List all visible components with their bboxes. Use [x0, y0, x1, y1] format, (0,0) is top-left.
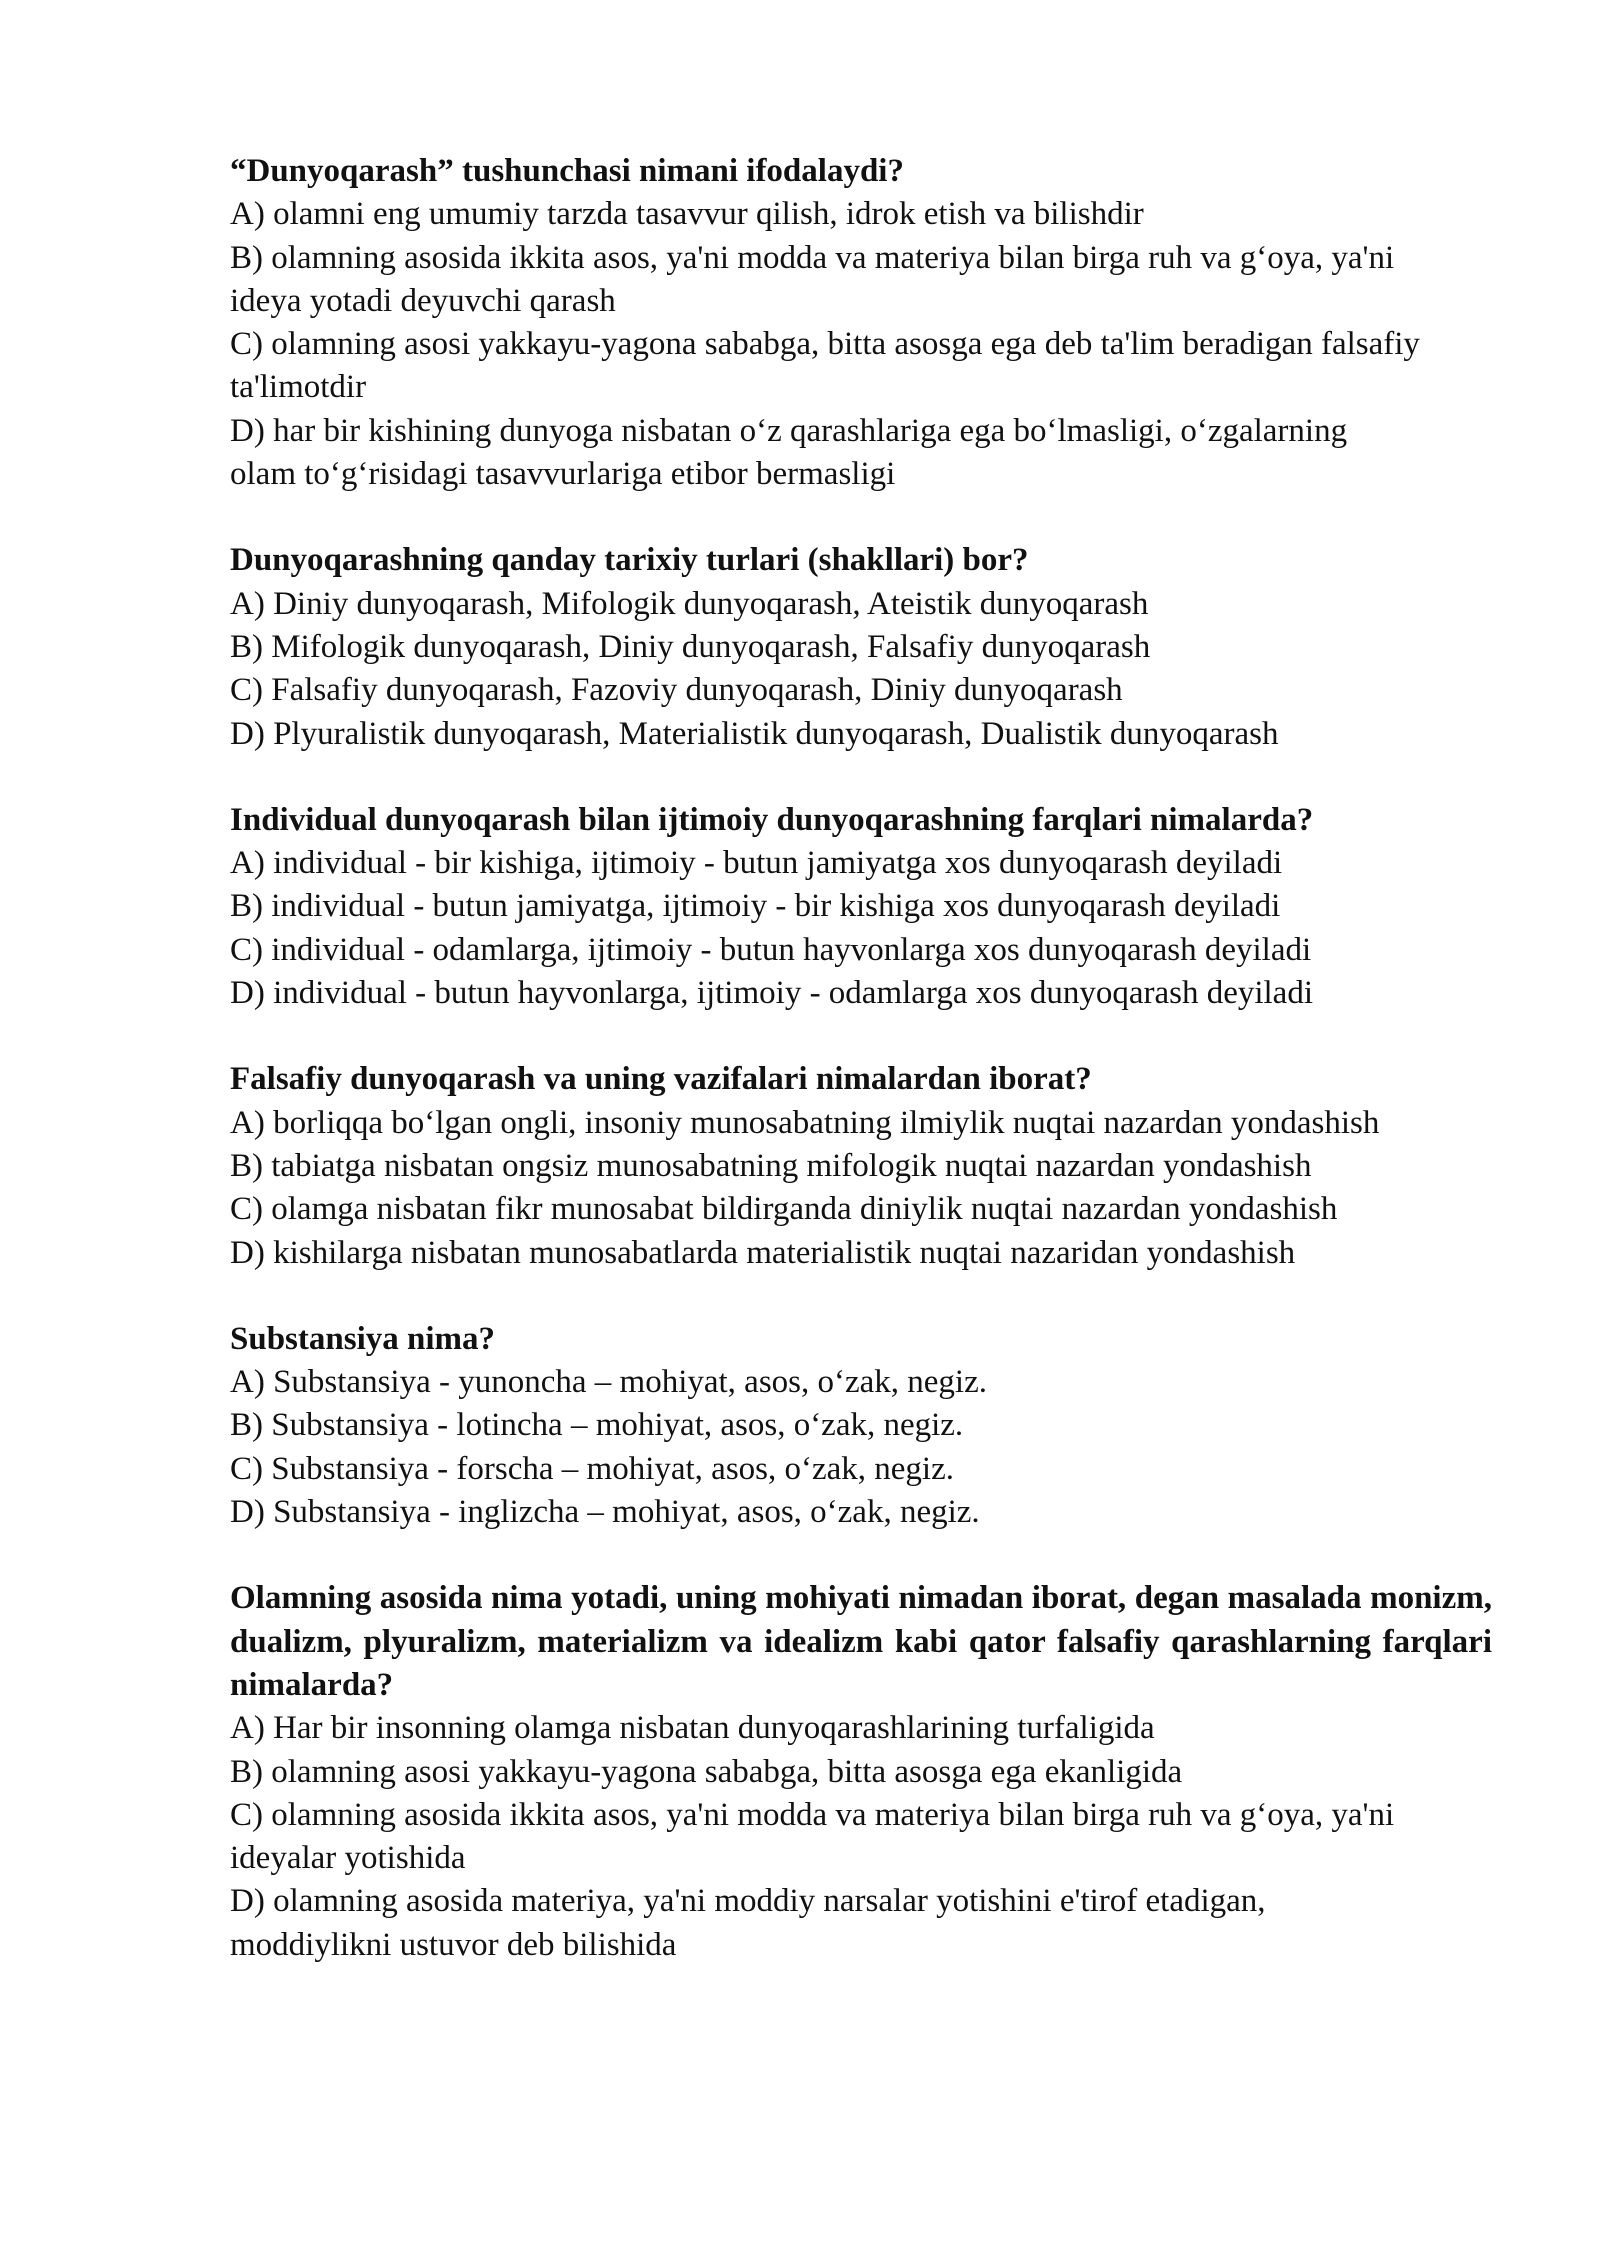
question-5	[230, 1318, 1492, 1534]
option-d: D) kishilarga nisbatan munosabatlarda materialistik nuqtai nazaridan yondashish	[230, 1234, 1296, 1271]
option-c: C) individual - odamlarga, ijtimoiy - butun hayvonlarga xos dunyoqarash deyiladi	[230, 931, 1312, 968]
option-b: B) olamning asosi yakkayu-yagona sababga, bitta asosga ega ekanligida	[230, 1753, 1183, 1790]
option-d: D) olamning asosida materiya, ya'ni moddiy narsalar yotishini e'tirof etadigan, moddiylikni ustuvor deb bilishida	[230, 1883, 1266, 1963]
question-title: Substansiya nima?	[230, 1320, 496, 1357]
question-title: “Dunyoqarash” tushunchasi nimani ifodalaydi?	[230, 153, 904, 189]
option-c: C) Falsafiy dunyoqarash, Fazoviy dunyoqarash, Diniy dunyoqarash	[230, 672, 1123, 709]
option-c: C) olamning asosida ikkita asos, ya'ni modda va materiya bilan birga ruh va g‘oya, ya'ni ideyalar yotishida	[230, 1796, 1395, 1877]
question-title: Dunyoqarashning qanday tarixiy turlari (shakllari) bor?	[230, 542, 1029, 579]
question-4	[230, 1058, 1492, 1274]
option-b: B) tabiatga nisbatan ongsiz munosabatning mifologik nuqtai nazardan yondashish	[230, 1147, 1312, 1184]
option-c: C) olamga nisbatan fikr munosabat bildirganda diniylik nuqtai nazardan yondashish	[230, 1191, 1338, 1228]
question-title: Falsafiy dunyoqarash va uning vazifalari nimalardan iborat?	[230, 1061, 1092, 1098]
question-title: Olamning asosida nima yotadi, uning mohiyati nimadan iborat, degan masalada monizm, dualizm, plyuralizm, materializm va idealizm kabi qator falsafiy qarashlarning farqlari nimalarda?	[230, 1580, 1492, 1703]
option-d: D) Substansiya - inglizcha – mohiyat, asos, o‘zak, negiz.	[230, 1494, 980, 1531]
option-a: A) borliqqa bo‘lgan ongli, insoniy munosabatning ilmiylik nuqtai nazardan yondashish	[230, 1104, 1380, 1141]
option-a: A) Substansiya - yunoncha – mohiyat, asos, o‘zak, negiz.	[230, 1364, 988, 1401]
option-d: D) Plyuralistik dunyoqarash, Materialistik dunyoqarash, Dualistik dunyoqarash	[230, 715, 1279, 752]
document-page	[230, 150, 1492, 2010]
option-b: B) Substansiya - lotincha – mohiyat, asos, o‘zak, negiz.	[230, 1407, 964, 1444]
option-c: C) olamning asosi yakkayu-yagona sababga, bitta asosga ega deb ta'lim beradigan falsafiy ta'limotdir	[230, 326, 1420, 406]
option-a: A) olamni eng umumiy tarzda tasavvur qilish, idrok etish va bilishdir	[230, 196, 1144, 233]
option-c: C) Substansiya - forscha – mohiyat, asos, o‘zak, negiz.	[230, 1450, 955, 1487]
option-a: A) individual - bir kishiga, ijtimoiy - butun jamiyatga xos dunyoqarash deyiladi	[230, 845, 1283, 882]
question-6	[230, 1577, 1492, 1967]
option-d: D) har bir kishining dunyoga nisbatan o‘z qarashlariga ega bo‘lmasligi, o‘zgalarning olam to‘g‘risidagi tasavvurlariga etibor bermasligi	[230, 412, 1348, 493]
option-a: A) Diniy dunyoqarash, Mifologik dunyoqarash, Ateistik dunyoqarash	[230, 585, 1149, 622]
question-1	[230, 150, 1492, 496]
option-d: D) individual - butun hayvonlarga, ijtimoiy - odamlarga xos dunyoqarash deyiladi	[230, 975, 1313, 1012]
option-b: B) Mifologik dunyoqarash, Diniy dunyoqarash, Falsafiy dunyoqarash	[230, 628, 1151, 665]
option-b: B) olamning asosida ikkita asos, ya'ni modda va materiya bilan birga ruh va g‘oya, ya'ni ideya yotadi deyuvchi qarash	[230, 239, 1395, 319]
question-3	[230, 799, 1492, 1015]
question-2	[230, 539, 1492, 755]
option-a: A) Har bir insonning olamga nisbatan dunyoqarashlarining turfaligida	[230, 1710, 1155, 1747]
question-title: Individual dunyoqarash bilan ijtimoiy dunyoqarashning farqlari nimalarda?	[230, 801, 1314, 838]
option-b: B) individual - butun jamiyatga, ijtimoiy - bir kishiga xos dunyoqarash deyiladi	[230, 888, 1281, 925]
